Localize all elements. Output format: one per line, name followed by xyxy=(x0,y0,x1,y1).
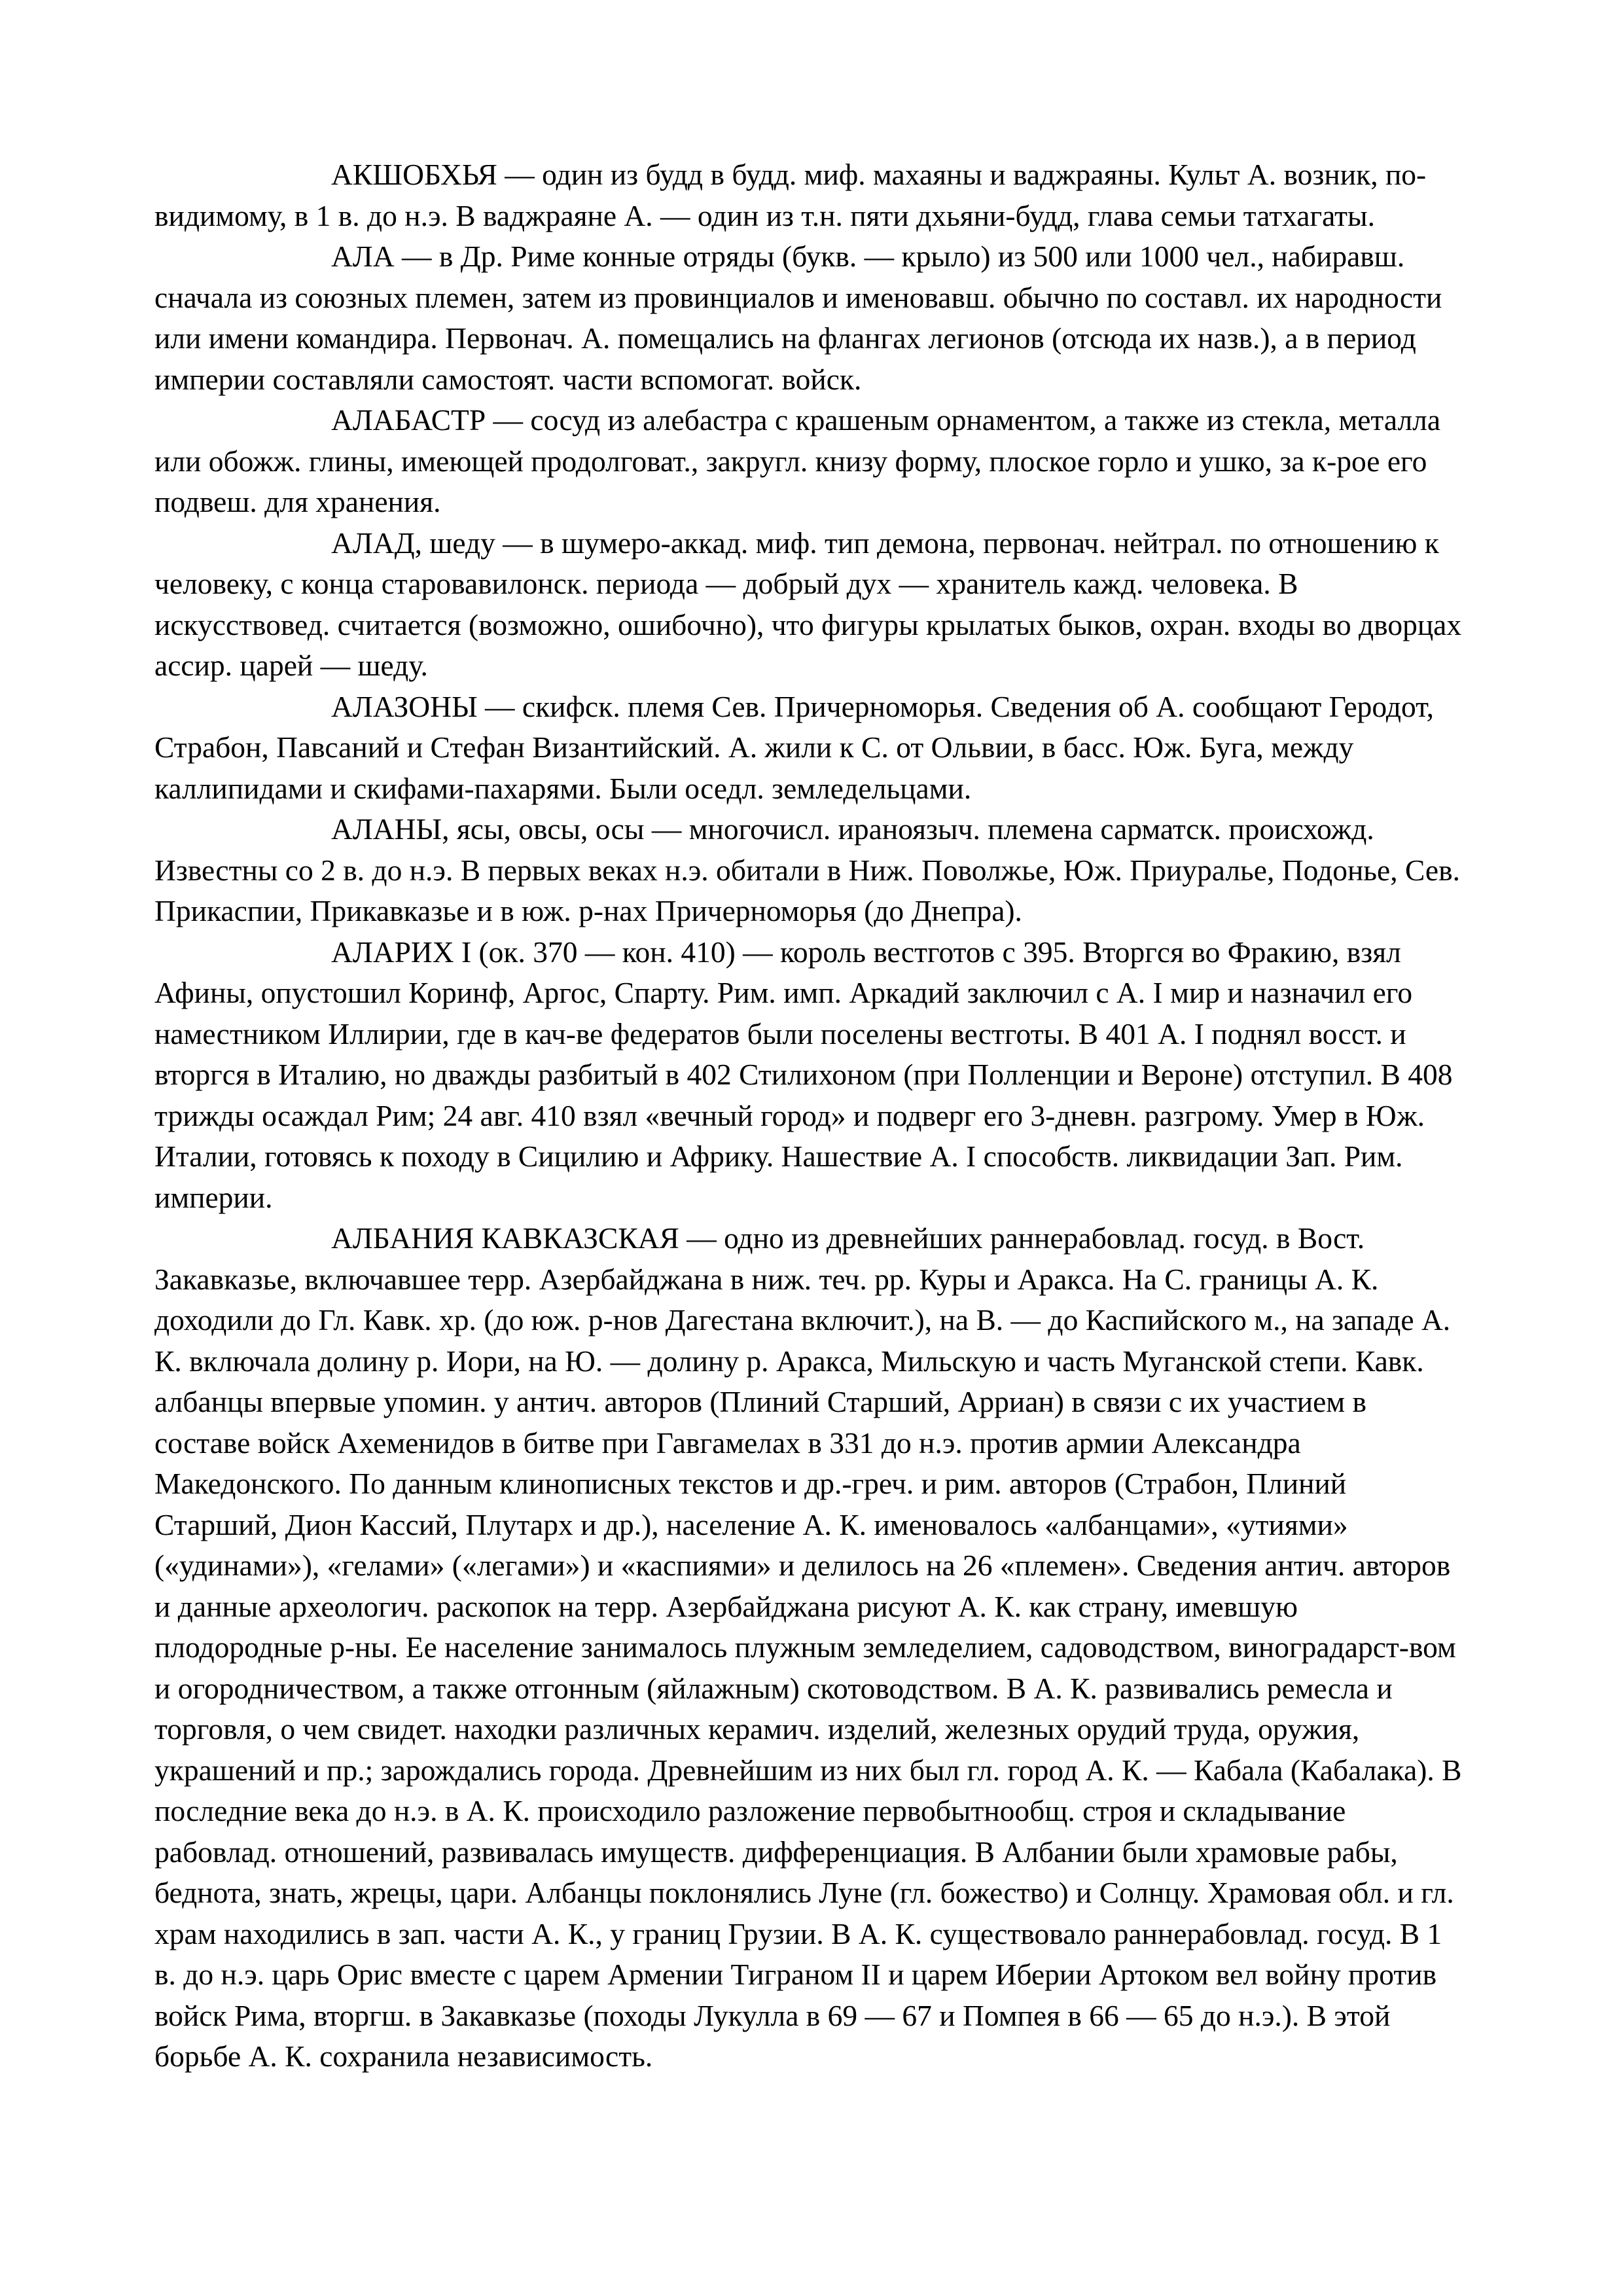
entry-albania-kavkazskaya: АЛБАНИЯ КАВКАЗСКАЯ — одно из древнейших раннерабовлад. госуд. в Вост. Закавказье, включавшее терр. Азербайджана в ниж. теч. рр. Куры и Аракса. На С. границы А. К. доходили до Гл. Кавк. хр. (до юж. р-нов Дагестана включит.), на В. — до Каспийского м., на западе А. К. включала долину р. Иори, на Ю. — долину р. Аракса, Мильскую и часть Муганской степи. Кавк. албанцы впервые упомин. у антич. авторов (Плиний Старший, Арриан) в связи с их участием в составе войск Ахеменидов в битве при Гавгамелах в 331 до н.э. против армии Александра Македонского. По данным клинописных текстов и др.-греч. и рим. авторов (Страбон, Плиний Старший, Дион Кассий, Плутарх и др.), население А. К. именовалось «албанцами», «утиями» («удинами»), «гелами» («легами») и «каспиями» и делилось на 26 «племен». Сведения антич. авторов и данные археологич. раскопок на терр. Азербайджана рисуют А. К. как страну, имевшую плодородные р-ны. Ее население занималось плужным земледелием, садоводством, виноградарст-вом и огородничеством, а также отгонным (яйлажным) скотоводством. В А. К. развивались ремесла и торговля, о чем свидет. находки различных керамич. изделий, железных орудий труда, оружия, украшений и пр.; зарождались города. Древнейшим из них был гл. город А. К. — Кабала (Кабалака). В последние века до н.э. в А. К. происходило разложение первобытнообщ. строя и складывание рабовлад. отношений, развивалась имуществ. дифференциация. В Албании были храмовые рабы, беднота, знать, жрецы, цари. Албанцы поклонялись Луне (гл. божество) и Солнцу. Храмовая обл. и гл. храм находились в зап. части А. К., у границ Грузии. В А. К. существовало раннерабовлад. госуд. В 1 в. до н.э. царь Орис вместе с царем Армении Тиграном II и царем Иберии Артоком вел войну против войск Рима, вторгш. в Закавказье (походы Лукулла в 69 — 67 и Помпея в 66 — 65 до н.э.). В этой борьбе А. К. сохранила независимость. xyxy=(154,1221,1462,2073)
entry-akshobhya: АКШОБХЬЯ — один из будд в будд. миф. махаяны и ваджраяны. Культ А. возник, по-видимому, в 1 в. до н.э. В ваджраяне А. — один из т.н. пяти дхьяни-будд, глава семьи татхагаты. xyxy=(154,158,1427,232)
entry-alarih: АЛАРИХ I (ок. 370 — кон. 410) — король вестготов с 395. Вторгся во Фракию, взял Афины, опустошил Коринф, Аргос, Спарту. Рим. имп. Аркадий заключил с А. I мир и назначил его наместником Иллирии, где в кач-ве федератов были поселены вестготы. В 401 А. I поднял восст. и вторгся в Италию, но дважды разбитый в 402 Стилихоном (при Полленции и Вероне) отступил. В 408 трижды осаждал Рим; 24 авг. 410 взял «вечный город» и подверг его 3-дневн. разгрому. Умер в Юж. Италии, готовясь к походу в Сицилию и Африку. Нашествие А. I способств. ликвидации Зап. Рим. империи. xyxy=(154,935,1453,1214)
entry-alazony: АЛАЗОНЫ — скифск. племя Сев. Причерноморья. Сведения об А. сообщают Геродот, Страбон, Павсаний и Стефан Византийский. А. жили к С. от Ольвии, в басс. Юж. Буга, между каллипидами и скифами-пахарями. Были оседл. земледельцами. xyxy=(154,689,1434,805)
entry-ala: АЛА — в Др. Риме конные отряды (букв. — крыло) из 500 или 1000 чел., набиравш. сначала из союзных племен, затем из провинциалов и именовавш. обычно по составл. их народности или имени командира. Первонач. А. помещались на флангах легионов (отсюда их назв.), а в период империи составляли самостоят. части вспомогат. войск. xyxy=(154,240,1442,396)
entry-alabastr: АЛАБАСТР — сосуд из алебастра с крашеным орнаментом, а также из стекла, металла или обожж. глины, имеющей продолговат., закругл. книзу форму, плоское горло и ушко, за к-рое его подвеш. для хранения. xyxy=(154,403,1441,518)
document-body xyxy=(154,154,1467,2077)
entry-alad: АЛАД, шеду — в шумеро-аккад. миф. тип демона, первонач. нейтрал. по отношению к человеку, с конца старовавилонск. периода — добрый дух — хранитель кажд. человека. В искусствовед. считается (возможно, ошибочно), что фигуры крылатых быков, охран. входы во дворцах ассир. царей — шеду. xyxy=(154,526,1462,682)
entry-alany: АЛАНЫ, ясы, овсы, осы — многочисл. ираноязыч. племена сарматск. происхожд. Известны со 2 в. до н.э. В первых веках н.э. обитали в Ниж. Поволжье, Юж. Приуралье, Подонье, Сев. Прикаспии, Прикавказье и в юж. р-нах Причерноморья (до Днепра). xyxy=(154,812,1460,927)
